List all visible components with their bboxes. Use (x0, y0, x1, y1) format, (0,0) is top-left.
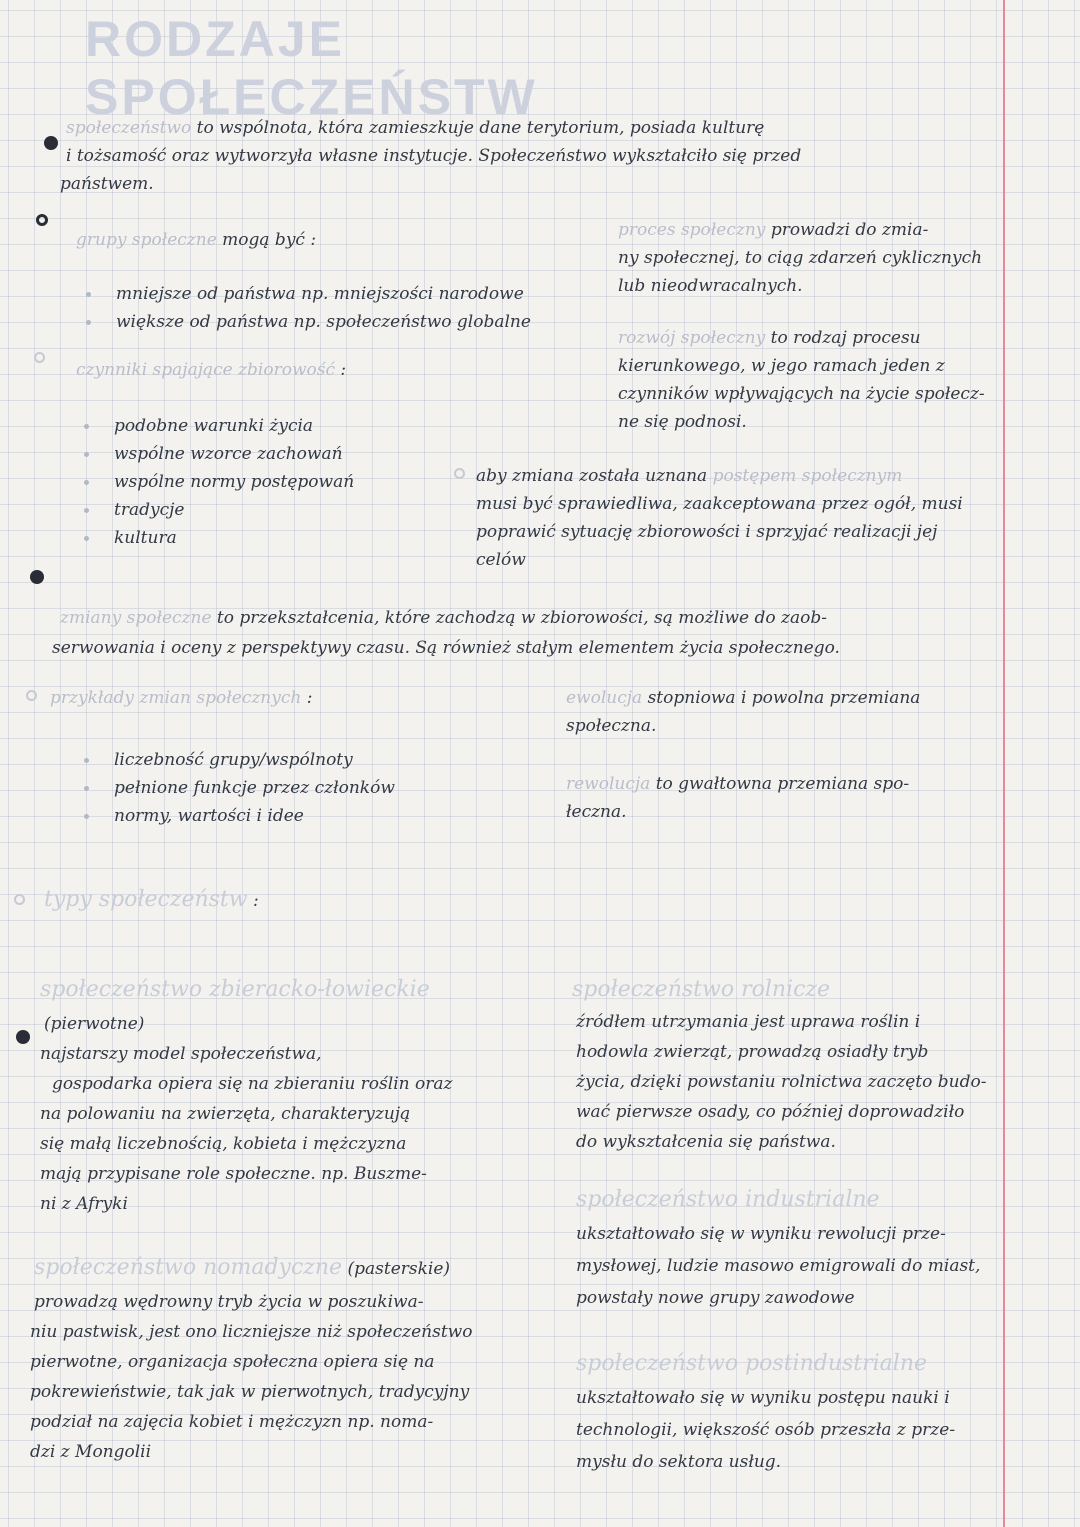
postindustrial-heading: społeczeństwo postindustrialne (576, 1351, 928, 1376)
evolution-line-2: społeczna. (566, 716, 657, 736)
industrial-line: mysłowej, ludzie masowo emigrowali do miast, (576, 1256, 981, 1276)
list-item: normy, wartości i idee (114, 802, 534, 830)
bullet-filled (30, 570, 44, 584)
factors-list (114, 412, 494, 552)
postindustrial-line: ukształtowało się w wyniku postępu nauki i (576, 1388, 950, 1408)
process-line-3: lub nieodwracalnych. (618, 276, 803, 296)
examples-heading: przykłady zmian społecznych : (50, 688, 313, 708)
bullet-hollow (36, 214, 48, 226)
nomadic-line: pokrewieństwie, tak jak w pierwotnych, tradycyjny (30, 1382, 470, 1402)
list-item: tradycje (114, 496, 494, 524)
intro-line-2: i tożsamość oraz wytworzyła własne instytucje. Społeczeństwo wykształciło się przed (66, 146, 802, 166)
progress-line-3: poprawić sytuację zbiorowości i sprzyjać realizacji jej (476, 522, 938, 542)
margin-line (1003, 0, 1005, 1527)
intro-line-1: społeczeństwo to wspólnota, która zamieszkuje dane terytorium, posiada kulturę (66, 118, 765, 138)
list-item: wspólne normy postępowań (114, 468, 494, 496)
development-line-4: ne się podnosi. (618, 412, 747, 432)
postindustrial-line: mysłu do sektora usług. (576, 1452, 782, 1472)
hunter-line: mają przypisane role społeczne. np. Buszme- (40, 1164, 427, 1184)
postindustrial-line: technologii, większość osób przeszła z prze- (576, 1420, 956, 1440)
list-item: pełnione funkcje przez członków (114, 774, 534, 802)
changes-line-1: zmiany społeczne to przekształcenia, które zachodzą w zbiorowości, są możliwe do zaob- (60, 608, 827, 628)
list-item: mniejsze od państwa np. mniejszości narodowe (116, 280, 606, 308)
changes-line-2: serwowania i oceny z perspektywy czasu. Są również stałym elementem życia społecznego. (52, 638, 840, 658)
factors-heading: czynniki spajające zbiorowość : (76, 360, 347, 380)
hunter-line: najstarszy model społeczeństwa, (40, 1044, 322, 1064)
list-item: liczebność grupy/wspólnoty (114, 746, 534, 774)
groups-list (116, 280, 606, 336)
bullet-light (14, 894, 25, 905)
progress-line-2: musi być sprawiedliwa, zaakceptowana przez ogół, musi (476, 494, 963, 514)
bullet-light (34, 352, 45, 363)
agrarian-line: do wykształcenia się państwa. (576, 1132, 836, 1152)
hunter-heading: społeczeństwo zbieracko-łowieckie (40, 977, 430, 1002)
agrarian-line: życia, dzięki powstaniu rolnictwa zaczęto budo- (576, 1072, 987, 1092)
revolution-line-1: rewolucja to gwałtowna przemiana spo- (566, 774, 910, 794)
industrial-line: powstały nowe grupy zawodowe (576, 1288, 855, 1308)
bullet-light (26, 690, 37, 701)
nomadic-line: dzi z Mongolii (30, 1442, 152, 1462)
progress-line-4: celów (476, 550, 526, 570)
agrarian-line: źródłem utrzymania jest uprawa roślin i (576, 1012, 921, 1032)
industrial-line: ukształtowało się w wyniku rewolucji prze- (576, 1224, 946, 1244)
hunter-line: (pierwotne) (44, 1014, 145, 1034)
revolution-line-2: łeczna. (566, 802, 627, 822)
hunter-line: gospodarka opiera się na zbieraniu roślin oraz (52, 1074, 453, 1094)
development-line-2: kierunkowego, w jego ramach jeden z (618, 356, 945, 376)
nomadic-heading: społeczeństwo nomadyczne (pasterskie) (34, 1255, 451, 1280)
nomadic-line: niu pastwisk, jest ono liczniejsze niż społeczeństwo (30, 1322, 473, 1342)
page-title: RODZAJE SPOŁECZEŃSTW (85, 11, 538, 125)
bullet-filled (16, 1030, 30, 1044)
development-line-1: rozwój społeczny to rodzaj procesu (618, 328, 921, 348)
types-heading: typy społeczeństw : (44, 887, 259, 912)
list-item: podobne warunki życia (114, 412, 494, 440)
bullet-light (454, 468, 465, 479)
development-line-3: czynników wpływających na życie społecz- (618, 384, 985, 404)
nomadic-line: prowadzą wędrowny tryb życia w poszukiwa- (34, 1292, 424, 1312)
intro-line-3: państwem. (60, 174, 154, 194)
hunter-line: się małą liczebnością, kobieta i mężczyzna (40, 1134, 407, 1154)
hunter-line: na polowaniu na zwierzęta, charakteryzują (40, 1104, 411, 1124)
groups-heading: grupy społeczne mogą być : (76, 230, 317, 250)
agrarian-heading: społeczeństwo rolnicze (572, 977, 831, 1002)
bullet-filled (44, 136, 58, 150)
agrarian-line: wać pierwsze osady, co później doprowadziło (576, 1102, 965, 1122)
list-item: większe od państwa np. społeczeństwo globalne (116, 308, 606, 336)
hunter-line: ni z Afryki (40, 1194, 128, 1214)
process-line-1: proces społeczny prowadzi do zmia- (618, 220, 929, 240)
progress-line-1: aby zmiana została uznana postępem społecznym (476, 466, 903, 486)
evolution-line-1: ewolucja stopniowa i powolna przemiana (566, 688, 921, 708)
nomadic-line: podział na zajęcia kobiet i mężczyzn np. noma- (30, 1412, 434, 1432)
examples-list (114, 746, 534, 830)
industrial-heading: społeczeństwo industrialne (576, 1187, 880, 1212)
nomadic-line: pierwotne, organizacja społeczna opiera się na (30, 1352, 435, 1372)
term-highlight: społeczeństwo (66, 118, 192, 138)
agrarian-line: hodowla zwierząt, prowadzą osiadły tryb (576, 1042, 929, 1062)
list-item: kultura (114, 524, 494, 552)
list-item: wspólne wzorce zachowań (114, 440, 494, 468)
process-line-2: ny społecznej, to ciąg zdarzeń cyklicznych (618, 248, 983, 268)
